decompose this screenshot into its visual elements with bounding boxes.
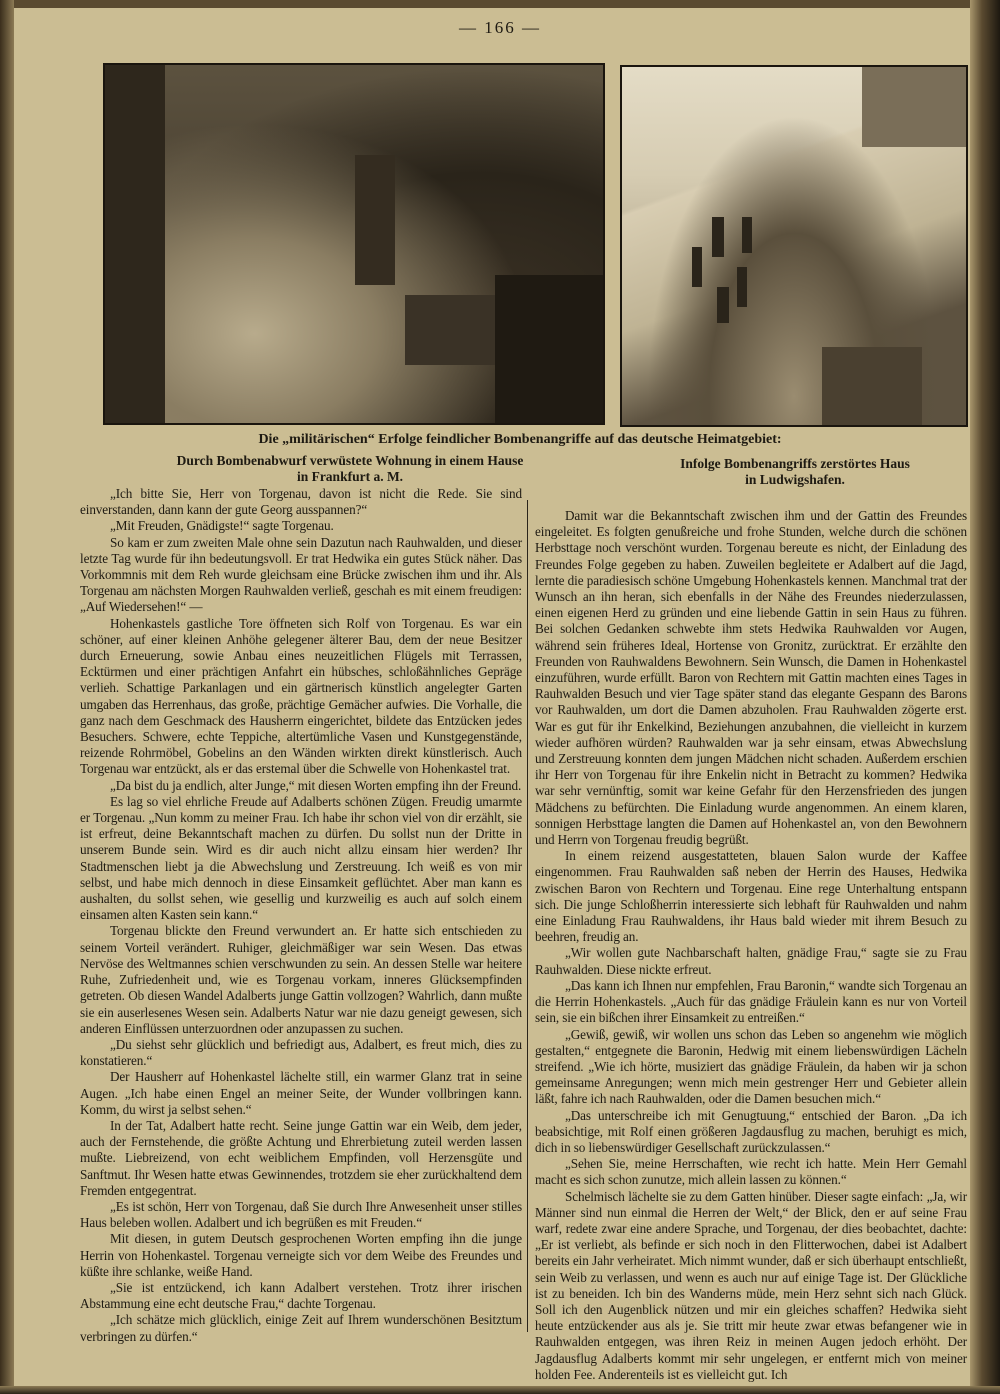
text-column-left xyxy=(80,486,522,1345)
photo-caption-frankfurt xyxy=(130,453,570,485)
paragraph: „Wir wollen gute Nachbarschaft halten, gnädige Frau,“ sagte sie zu Frau Rauhwalden. Diese nickte erfreut. xyxy=(535,945,967,977)
photo-destroyed-house-ludwigshafen xyxy=(620,65,968,427)
paragraph: „Sie ist entzückend, ich kann Adalbert verstehen. Trotz ihrer irischen Abstammung eine echt deutsche Frau,“ dachte Torgenau. xyxy=(80,1279,522,1312)
paragraph: Damit war die Bekanntschaft zwischen ihm und der Gattin des Freundes eingeleitet. Es folgten genußreiche und frohe Stunden, welche durch die schönen Herbsttage noch verschönt wurden. Torgenau bereute es nicht, der Einladung des Freundes Folge gegeben zu haben. Zuweilen begleitete er Adalbert auf die Jagd, lernte die paradiesisch schöne Umgebung Hohenkastels kennen. Manchmal trat der Wunsch an ihn heran, sich ebenfalls in der Nähe des Freundes niederzulassen, einen eigenen Herd zu gründen und eine liebende Gattin in sein Haus zu führen. Bei solchen Gedanken schwebte ihm stets Hedwika Rauhwalden vor Augen, während sein früheres Ideal, Hortense von Gronitz, zurücktrat. Er erzählte den Freunden von Rauhwaldens Bewohnern. Sein Wunsch, die Damen in Hohenkastel einzuführen, wurde erfüllt. Baron von Rechtern mit Gattin machten eines Tages in Rauhwalden Besuch und vier Tage später stand das elegante Gespann des Barons vor Rauhwalden, um dort die Damen abzuholen. Frau Rauhwalden zögerte erst. War es gut für ihr Enkelkind, Beziehungen anzubahnen, die vielleicht in kurzem wieder aufhören würden? Rauhwalden war ja sehr einsam, etwas Abwechslung und Zerstreuung konnten dem jungen Mädchen nicht schaden. Außerdem erschien ihr Herr von Torgenau für ihre Enkelin nicht in Betracht zu kommen? Hedwika war sehr vernünftig, somit war keine Gefahr für den Herzensfrieden des jungen Mädchens zu befürchten. Die Einladung wurde angenommen. An einem klaren, sonnigen Herbsttage langten die Damen auf Hohenkastel an, von den Bewohnern und Herrn von Torgenau freudig begrüßt. xyxy=(535,508,967,848)
caption-line: Durch Bombenabwurf verwüstete Wohnung in einem Hause xyxy=(176,453,524,468)
paragraph: Torgenau blickte den Freund verwundert an. Er hatte sich entschieden zu seinem Vorteil verändert. Ruhiger, gleichmäßiger war sein Wesen. Das etwas Nervöse des Weltmannes schien verschwunden zu sein. An dessen Stelle war heitere Ruhe, Zufriedenheit und, wie es Torgenau vorkam, inneres Glücksempfinden getreten. Ob diesen Wandel Adalberts junge Gattin vollzogen? Wahrlich, dann mußte sie ein auserlesenes Wesen sein. Adalberts Natur war nie dazu geneigt gewesen, sich anderen Einflüssen unterzuordnen oder anzupassen zu suchen. xyxy=(80,923,522,1036)
paragraph: Der Hausherr auf Hohenkastel lächelte still, ein warmer Glanz trat in seine Augen. „Ich habe einen Engel an meiner Seite, der Wunder vollbringen kann. Komm, du wirst ja selbst sehen.“ xyxy=(80,1069,522,1117)
paragraph: „Es ist schön, Herr von Torgenau, daß Sie durch Ihre Anwesenheit unser stilles Haus beleben wollen. Adalbert und ich begrüßen es mit Freuden.“ xyxy=(80,1198,522,1231)
caption-line: Infolge Bombenangriffs zerstörtes Haus xyxy=(680,456,910,471)
paragraph: Schelmisch lächelte sie zu dem Gatten hinüber. Dieser sagte einfach: „Ja, wir Männer sind nun einmal die Herren der Welt,“ der Blick, den er auf seine Frau warf, redete zwar eine andere Sprache, und Torgenau, der dies beobachtet, dachte: „Er ist verliebt, als befinde er sich noch in den Flitterwochen, dabei ist Adalbert bereits ein Jahr verheiratet. Mich nimmt wunder, daß er sich überhaupt entschließt, sein Weib zu verlassen, und wenn es auch nur auf einige Tage ist. Der Glückliche ist zu beneiden. Ich bin des Wanderns müde, mein Herz sehnt sich nach Glück. Soll ich den Augenblick nützen und mir ein gleiches schaffen? Hedwika sieht heute entzückender aus als je. Sie tritt mir heute zwar etwas befangener wie in Rauhwalden entgegen, was ihren Reiz in meinen Augen jedoch erhöht. Der Jagdausflug Adalberts kommt mir sehr ungelegen, er entfernt mich von meiner holden Fee. Anderenteils ist es vielleicht gut. Ich xyxy=(535,1188,967,1382)
paragraph: Hohenkastels gastliche Tore öffneten sich Rolf von Torgenau. Es war ein schöner, auf einer kleinen Anhöhe gelegener älterer Bau, dem der neue Besitzer durch Erneuerung, sowie Anbau eines neuzeitlichen Flügels mit Terrassen, Ecktürmen und einer prächtigen Anfahrt ein hübsches, schloßähnliches Gepräge verlieh. Schattige Parkanlagen und ein gärtnerisch künstlich angelegter Garten umgaben das Herrenhaus, das große, prächtige Gemächer aufwies. Die Vorhalle, die ganz nach dem Geschmack des Hausherrn eingerichtet, bildete das Entzücken jedes Besuchers. Schwere, echte Teppiche, altertümliche Vasen und Kunstgegenstände, reizende Rohrmöbel, Gobelins an den Wänden wirkten direkt künstlerisch. Auch Torgenau war entzückt, als er das erstemal über die Schwelle von Hohenkastel trat. xyxy=(80,615,522,777)
page-edge-top xyxy=(0,0,1000,8)
text-column-right xyxy=(535,508,967,1383)
photo-caption-ludwigshafen xyxy=(630,456,960,488)
caption-line: in Ludwigshafen. xyxy=(745,472,845,487)
paragraph: „Du siehst sehr glücklich und befriedigt aus, Adalbert, es freut mich, dies zu konstatieren.“ xyxy=(80,1036,522,1069)
paragraph: So kam er zum zweiten Male ohne sein Dazutun nach Rauhwalden, und dieser letzte Tag wurde für ihn bedeutungsvoll. Er trat Hedwika ein gutes Stück näher. Das Vorkommnis mit dem Reh wurde gleichsam eine Brücke zwischen ihm und ihr. Als Torgenau am nächsten Morgen Rauhwalden verließ, geschah es mit einem freudigen: „Auf Wiedersehen!“ — xyxy=(80,534,522,615)
page-edge-left xyxy=(0,0,14,1394)
paragraph: In einem reizend ausgestatteten, blauen Salon wurde der Kaffee eingenommen. Frau Rauhwalden saß neben der Herrin des Hauses, Hedwika zwischen Baron von Rechtern und Torgenau. Eine rege Unterhaltung entspann sich. Die junge Schloßherrin interessierte sich lebhaft für Rauhwalden und nahm eine Einladung Frau Rauhwaldens, ihr Haus bald wieder mit ihrem Besuch zu beehren, freudig an. xyxy=(535,848,967,945)
paragraph: Es lag so viel ehrliche Freude auf Adalberts schönen Zügen. Freudig umarmte er Torgenau. „Nun komm zu meiner Frau. Ich habe ihr schon viel von dir erzählt, sie ist erfreut, deine Bekanntschaft machen zu dürfen. Du sollst nun der Dritte in unserem Bunde sein. Wird es dir auch nicht allzu einsam hier werden? Ihr Stadtmenschen liebt ja die Abwechslung und Zerstreuung. Ich weiß es von mir selbst, und habe mich dennoch in diese Einsamkeit geflüchtet. Aber man kann es aushalten, du sollst sehen, wie gesellig und kurzweilig es auch auf solch einem einsamen alten Kasten sein kann.“ xyxy=(80,793,522,923)
paragraph: „Sehen Sie, meine Herrschaften, wie recht ich hatte. Mein Herr Gemahl macht es sich schon zunutze, mich allein lassen zu können.“ xyxy=(535,1156,967,1188)
paragraph: In der Tat, Adalbert hatte recht. Seine junge Gattin war ein Weib, dem jeder, auch der Fernstehende, die größte Achtung und Ehrerbietung zuteil werden lassen mußte. Liebreizend, von echt weiblichem Empfinden, voll Herzensgüte und Sanftmut. Ihr Wesen hatte etwas Gewinnendes, trotzdem sie eher zurückhaltend dem Fremden entgegentrat. xyxy=(80,1117,522,1198)
paragraph: „Da bist du ja endlich, alter Junge,“ mit diesen Worten empfing ihn der Freund. xyxy=(110,777,522,793)
paragraph: „Mit Freuden, Gnädigste!“ sagte Torgenau. xyxy=(110,518,334,534)
page-edge-right xyxy=(970,0,1000,1394)
paragraph: „Ich schätze mich glücklich, einige Zeit auf Ihrem wunderschönen Besitztum verbringen zu dürfen.“ xyxy=(80,1312,522,1344)
paragraph: „Das unterschreibe ich mit Genugtuung,“ entschied der Baron. „Da ich beabsichtige, mit Rolf einen größeren Jagdausflug zu machen, beruhigt es mich, dich in so liebenswürdiger Gesellschaft zurückzulassen.“ xyxy=(535,1107,967,1155)
page-edge-bottom xyxy=(0,1386,1000,1394)
page-number: — 166 — xyxy=(459,18,541,37)
paragraph: Mit diesen, in gutem Deutsch gesprochenen Worten empfing ihn die junge Herrin von Hohenkastel. Torgenau verneigte sich vor dem Weibe des Freundes und küßte ihre schlanke, weiße Hand. xyxy=(80,1231,522,1279)
paragraph: „Gewiß, gewiß, wir wollen uns schon das Leben so angenehm wie möglich gestalten,“ entgegnete die Baronin, Hedwig mit einem liebenswürdigen Lächeln streifend. „Wie ich hörte, musiziert das gnädige Fräulein, da haben wir ja schon gemeinsame Anregungen; wenn mich mein gestrenger Herr und Gebieter allein läßt, fahre ich nach Rauhwalden, oder die Damen besuchen mich.“ xyxy=(535,1026,967,1107)
photo-destroyed-apartment-frankfurt xyxy=(103,63,605,425)
paragraph: „Ich bitte Sie, Herr von Torgenau, davon ist nicht die Rede. Sie sind einverstanden, dann kann der gute Georg ausspannen?“ xyxy=(80,486,522,518)
photo-headline: Die „militärischen“ Erfolge feindlicher Bombenangriffe auf das deutsche Heimatgebiet: xyxy=(258,432,782,447)
caption-line: in Frankfurt a. M. xyxy=(296,469,404,484)
column-divider xyxy=(527,500,528,1332)
paragraph: „Das kann ich Ihnen nur empfehlen, Frau Baronin,“ wandte sich Torgenau an die Herrin Hohenkastels. „Auch für das gnädige Fräulein kann es nur von Vorteil sein, sie ein bißchen ihrer Einsamkeit zu entreißen.“ xyxy=(535,977,967,1026)
